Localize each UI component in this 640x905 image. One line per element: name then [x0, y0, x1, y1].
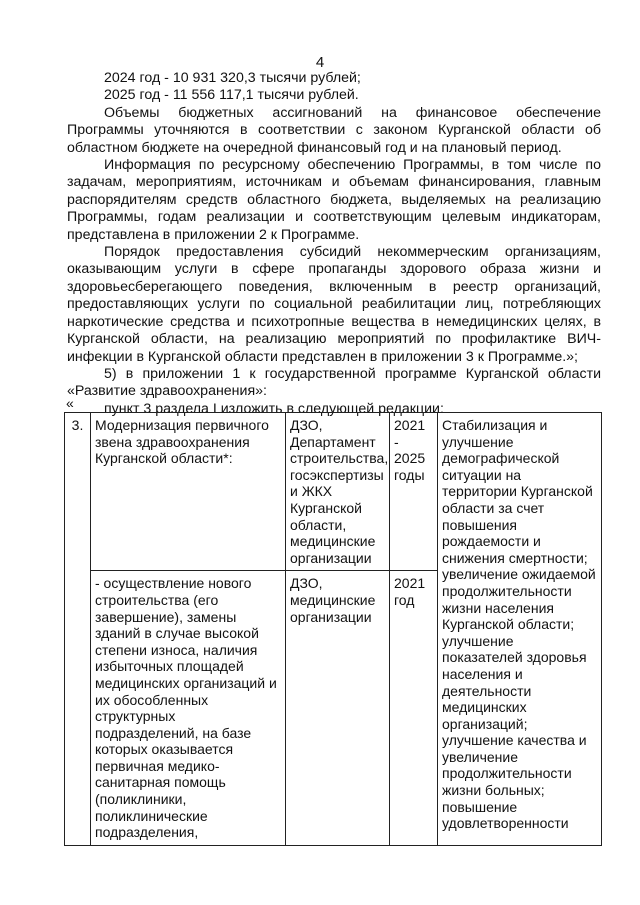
- opening-quote: «: [66, 395, 74, 411]
- years: 2021 - 2025 годы: [390, 413, 438, 571]
- paragraph: Порядок предоставления субсидий некоммерческим организациям, оказывающим услуги в сфере пропаганды здорового образа жизни и здоровьесберегающего поведения, включенным в реестр организаций, предоставляющих услуги по социальной реабилитации лиц, потребляющих наркотические средства и психотропные вещества в немедицинских целях, в Курганской области, на реализацию мероприятий по профилактике ВИЧ-инфекции в Курганской области представлен в приложении 3 к Программе.»;: [67, 244, 601, 365]
- sub-measure-name: - осуществление нового строительства (его завершение), замены зданий в случае высокой степени износа, наличия избыточных площадей медицинских организаций и их обособленных структурных подразделений, на базе которых оказывается первичная медико-санитарная помощь (поликлиники, поликлинические подразделения,: [91, 571, 286, 846]
- paragraph: 2024 год - 10 931 320,3 тысячи рублей;: [104, 70, 361, 86]
- measure-name: Модернизация первичного звена здравоохранения Курганской области*:: [91, 413, 286, 571]
- paragraph: Объемы бюджетных ассигнований на финансовое обеспечение Программы уточняются в соответствии с законом Курганской области об областном бюджете на очередной финансовый год и на плановый период.: [67, 104, 601, 156]
- paragraph: 2025 год - 11 556 117,1 тысячи рублей.: [104, 87, 359, 104]
- executors: ДЗО, Департамент строительства, госэкспертизы и ЖКХ Курганской области, медицинские организации: [286, 413, 390, 571]
- program-table: [64, 412, 602, 846]
- paragraph: 5) в приложении 1 к государственной программе Курганской области «Развитие здравоохранения»:: [67, 365, 601, 400]
- paragraph: пункт 3 раздела I изложить в следующей редакции:: [104, 400, 444, 417]
- paragraph: Информация по ресурсному обеспечению Программы, в том числе по задачам, мероприятиям, источникам и объемам финансирования, главным распорядителям средств областного бюджета, выделяемых на реализацию Программы, годам реализации и соответствующим целевым индикаторам, представлена в приложении 2 к Программе.: [67, 157, 601, 243]
- page-number: 4: [315, 54, 325, 71]
- body-text: [67, 70, 601, 418]
- row-number: 3.: [65, 413, 91, 846]
- table-row: [65, 413, 602, 571]
- expected-result: Стабилизация и улучшение демографической ситуации на территории Курганской области за счет повышения рождаемости и снижения смертности; увеличение ожидаемой продолжительности жизни населения Курганской области; улучшение показателей здоровья населения и деятельности медицинских организаций; улучшение качества и увеличение продолжительности жизни больных; повышение удовлетворенности: [438, 413, 602, 846]
- sub-years: 2021 год: [390, 571, 438, 846]
- sub-executors: ДЗО, медицинские организации: [286, 571, 390, 846]
